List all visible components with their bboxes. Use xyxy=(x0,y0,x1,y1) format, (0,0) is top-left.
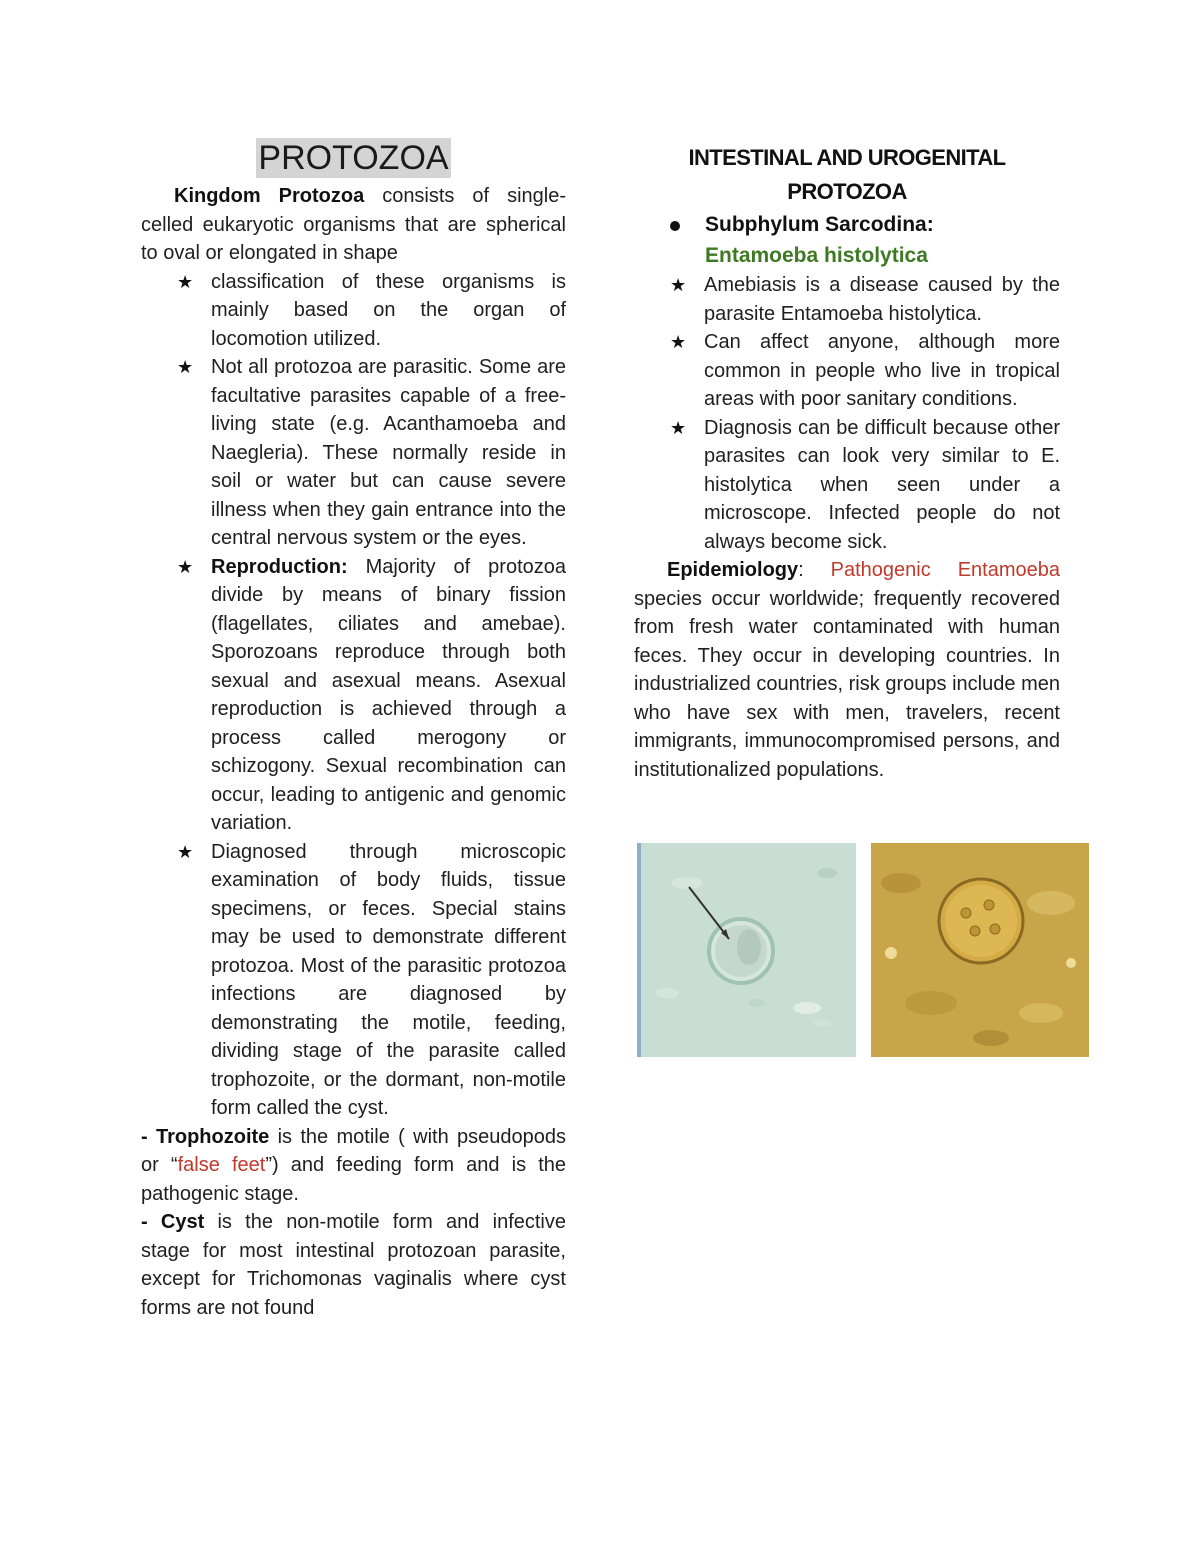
trophozoite-micrograph xyxy=(637,843,856,1057)
cyst-bold: - Cyst xyxy=(141,1211,205,1233)
list-item xyxy=(670,414,1060,557)
species-name: Entamoeba histolytica xyxy=(705,244,928,267)
epidemiology-paragraph xyxy=(634,556,1060,784)
cyst-paragraph xyxy=(141,1208,566,1322)
trophozoite-text: is the motile ( with pseudopods or “ xyxy=(141,1125,566,1176)
trophozoite-text-end: ”) and feeding form and is the pathogenic stage. xyxy=(141,1154,566,1205)
bullet-text: Can affect anyone, although more common in people who live in tropical areas with poor sanitary conditions. xyxy=(704,331,1060,410)
intro-text: consists of single-celled eukaryotic organisms that are spherical to oval or elongated in shape xyxy=(141,185,567,264)
list-item xyxy=(670,271,1060,328)
bullet-text: Diagnosis can be difficult because other parasites can look very similar to E. histolytica when seen under a microscope. Infected people do not always become sick. xyxy=(704,416,1060,553)
cyst-text: is the non-motile form and infective stage for most intestinal protozoan parasite, except for Trichomonas vaginalis where cyst forms are not found xyxy=(141,1211,566,1319)
title-wrap xyxy=(141,138,566,178)
bullet-text: Not all protozoa are parasitic. Some are facultative parasites capable of a free-living state (e.g. Acanthamoeba and Naegleria). These normally reside in soil or water but can cause severe illness when they gain entrance into the central nervous system or the eyes. xyxy=(211,356,566,549)
star-icon: ★ xyxy=(177,841,194,862)
bullet-text: Majority of protozoa divide by means of binary fission (flagellates, ciliates and amebae). Sporozoans reproduce through both sexual and asexual means. Asexual reproduction is achieved through a process called merogony or schizogony. Sexual recombination can occur, leading to antigenic and genomic variation. xyxy=(211,555,566,834)
subphylum-label: Subphylum Sarcodina: xyxy=(705,213,934,236)
left-column xyxy=(141,138,566,1322)
epidemiology-bold: Epidemiology xyxy=(667,559,799,581)
trophozoite-paragraph xyxy=(141,1123,566,1209)
subphylum-heading xyxy=(634,209,1060,271)
pathogenic-entamoeba-text: Pathogenic Entamoeba xyxy=(830,559,1060,581)
epidemiology-colon: : xyxy=(798,559,831,581)
bullet-text: Diagnosed through microscopic examination of body fluids, tissue specimens, or feces. Special stains may be used to demonstrate different protozoa. Most of the parasitic protozoa infections are diagnosed by demonstrating the motile, feeding, dividing stage of the parasite called trophozoite, or the dormant, non-motile form called the cyst. xyxy=(211,840,566,1119)
star-icon: ★ xyxy=(177,357,194,377)
star-icon: ★ xyxy=(670,275,687,295)
cyst-micrograph xyxy=(871,843,1089,1057)
star-icon: ★ xyxy=(670,417,687,438)
star-icon: ★ xyxy=(177,271,194,292)
list-item xyxy=(177,353,566,553)
star-icon: ★ xyxy=(670,332,687,352)
section-title xyxy=(634,141,1060,209)
list-item xyxy=(177,268,566,354)
section-title-line1: INTESTINAL AND UROGENITAL xyxy=(688,145,1006,170)
right-bullet-list xyxy=(634,271,1060,556)
bullet-text: classification of these organisms is mainly based on the organ of locomotion utilized. xyxy=(211,270,566,350)
cyst-micrograph-drawing xyxy=(871,843,1089,1057)
list-item xyxy=(177,838,566,1123)
epidemiology-text: species occur worldwide; frequently recovered from fresh water contaminated with human feces. They occur in developing countries. In industrialized countries, risk groups include men who have sex with men, travelers, recent immigrants, immunocompromised persons, and institutionalized populations. xyxy=(634,587,1060,781)
section-title-line2: PROTOZOA xyxy=(787,179,907,204)
left-bullet-list xyxy=(141,268,566,1123)
trophozoite-bold: - Trophozoite xyxy=(141,1125,270,1148)
intro-bold: Kingdom Protozoa xyxy=(174,185,365,207)
bullet-text: Amebiasis is a disease caused by the parasite Entamoeba histolytica. xyxy=(704,274,1060,325)
microscope-photos xyxy=(637,843,1089,1057)
false-feet-text: false feet xyxy=(177,1154,266,1176)
trophozoite-micrograph-drawing xyxy=(637,843,856,1057)
star-icon: ★ xyxy=(177,556,194,577)
list-item xyxy=(670,328,1060,414)
list-item xyxy=(177,553,566,838)
intro-paragraph xyxy=(141,182,566,268)
dot-icon xyxy=(670,221,680,231)
bullet-bold: Reproduction: xyxy=(211,555,348,578)
page-title: PROTOZOA xyxy=(258,139,449,177)
right-column xyxy=(634,141,1060,784)
